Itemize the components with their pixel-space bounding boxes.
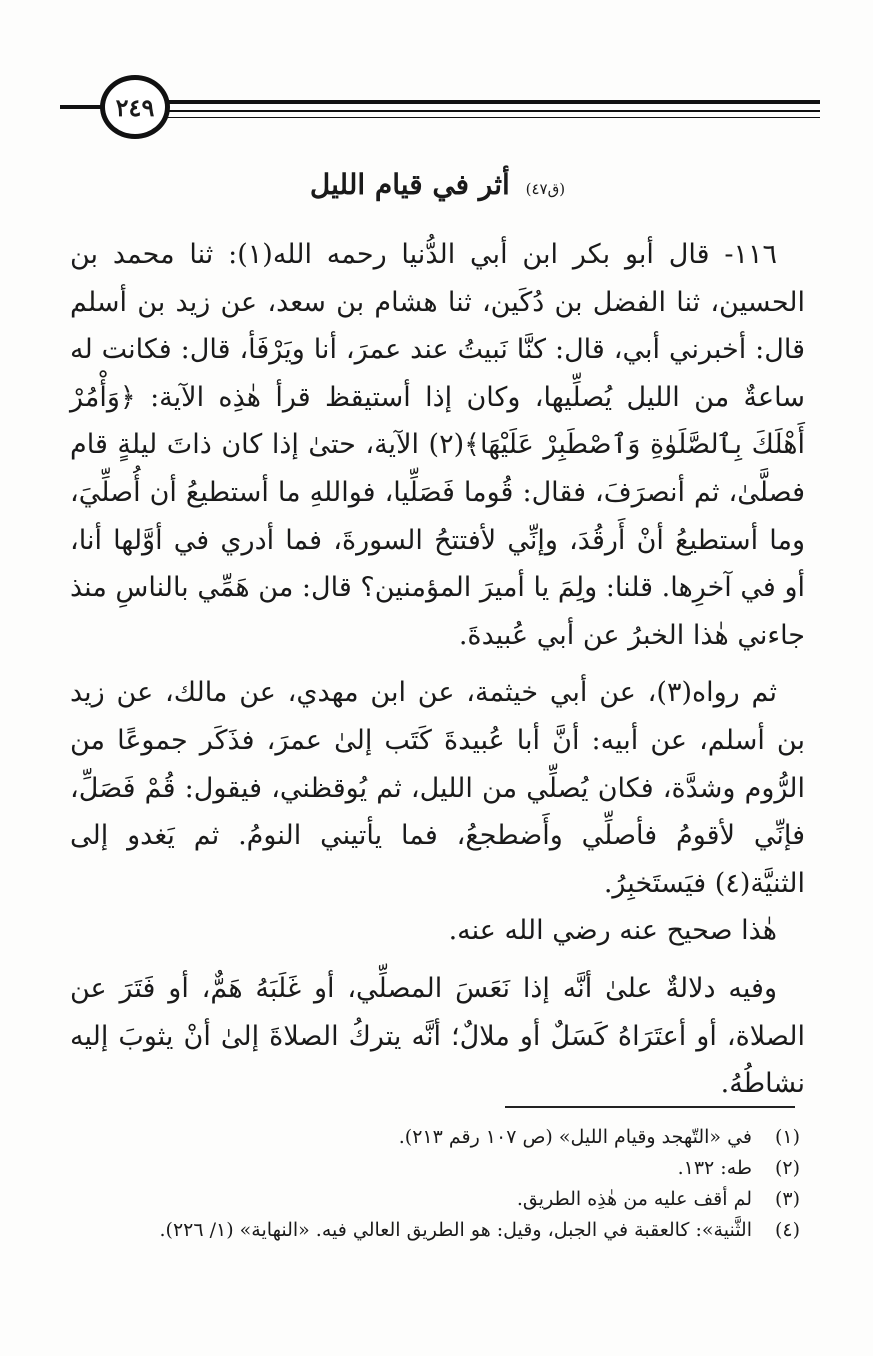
page-number: ٢٤٩ xyxy=(100,75,170,139)
footnote-3 xyxy=(60,1184,800,1215)
footnote-text: في «التّهجد وقيام الليل» (ص ١٠٧ رقم ٢١٣). xyxy=(398,1126,752,1148)
footnotes xyxy=(60,1122,800,1246)
footnote-4 xyxy=(60,1215,800,1246)
section-heading xyxy=(70,165,805,209)
rule-line-thin xyxy=(150,117,820,118)
footnote-2 xyxy=(60,1153,800,1184)
main-text xyxy=(70,165,805,1108)
footnote-text: طه: ١٣٢. xyxy=(677,1157,752,1179)
footnote-number: (٤) xyxy=(774,1219,800,1241)
header-rule xyxy=(60,72,820,142)
paragraph-3: هٰذا صحيح عنه رضي الله عنه. xyxy=(448,915,777,947)
paragraph-1: ١١٦- قال أبو بكر ابن أبي الدُّنيا رحمه الله(١): ثنا محمد بن الحسين، ثنا الفضل بن دُكَين، ثنا هشام بن سعد، عن زيد بن أسلم قال: أخبرني أبي، قال: كنَّا نَبيتُ عند عمرَ، أنا ويَرْفَأ، قال: فكانت له ساعةٌ من الليل يُصلِّيها، وكان إذا أستيقظ قرأ هٰذِه الآية: ﴿وَأْمُرْ أَهْلَكَ بِٱلصَّلَوٰةِ وَٱصْطَبِرْ عَلَيْهَا﴾(٢) الآية، حتىٰ إذا كان ذاتَ ليلةٍ قام فصلَّىٰ، ثم أنصرَفَ، فقال: قُوما فَصَلِّيا، فواللهِ ما أستطيعُ أن أُصلِّيَ، وما أستطيعُ أنْ أَرقُدَ، وإنِّي لأفتتحُ السورةَ، فما أدري في أوَّلها أنا، أو في آخرِها. قلنا: ولِمَ يا أميرَ المؤمنين؟ قال: من هَمِّي بالناسِ منذ جاءني هٰذا الخبرُ عن أبي عُبيدةَ. xyxy=(70,239,806,651)
paragraph-2: ثم رواه(٣)، عن أبي خيثمة، عن ابن مهدي، عن مالك، عن زيد بن أسلم، عن أبيه: أنَّ أبا عُبيدةَ كَتَب إلىٰ عمرَ، فذَكَر جموعًا من الرُّوم وشدَّة، فكان يُصلِّي من الليل، ثم يُوقظني، فيقول: قُمْ فَصَلِّ، فإنِّي لأقومُ فأصلِّي وأَضطجعُ، فما يأتيني النومُ. ثم يَغدو إلى الثنيَّة(٤) فيَستَخبِرُ. xyxy=(70,677,805,899)
manuscript-folio-tag: (ق٤٧) xyxy=(525,180,566,198)
footnote-number: (٣) xyxy=(774,1188,800,1210)
rule-line-thick xyxy=(150,100,820,104)
footnote-number: (١) xyxy=(774,1126,800,1148)
footnote-number: (٢) xyxy=(774,1157,800,1179)
footnote-text: الثَّنية»: كالعقبة في الجبل، وقيل: هو الطريق العالي فيه. «النهاية» (١/ ٢٢٦). xyxy=(159,1219,752,1241)
footnote-text: لم أقف عليه من هٰذِه الطريق. xyxy=(516,1188,752,1210)
rule-line-medium xyxy=(150,110,820,112)
footnote-1 xyxy=(60,1122,800,1153)
footnote-divider xyxy=(505,1106,795,1108)
heading-title: أثر في قيام الليل xyxy=(309,168,510,201)
paragraph-4: وفيه دلالةٌ علىٰ أنَّه إذا نَعَسَ المصلِّي، أو غَلَبَهُ هَمٌّ، أو فَتَرَ عن الصلاة، أو أعتَرَاهُ كَسَلٌ أو ملالٌ؛ أنَّه يتركُ الصلاةَ إلىٰ أنْ يثوبَ إليه نشاطُهُ. xyxy=(70,972,805,1100)
